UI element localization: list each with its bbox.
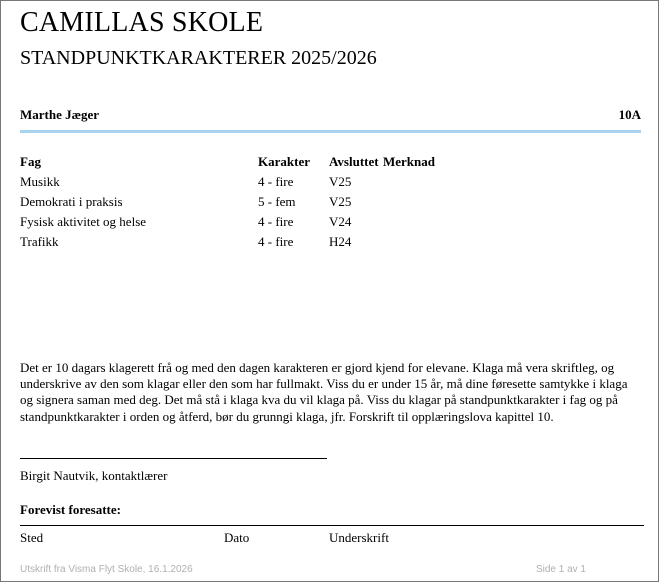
print-source-footer: Utskrift fra Visma Flyt Skole, 16.1.2026 (20, 564, 193, 575)
complaint-info-text: Det er 10 dagars klagerett frå og med den dagen karakteren er gjord kjend for elevane. Klaga må vera skriftleg, og underskrive av den som klagar eller den som har fullmakt. Viss du er under 15 år, må dine føresette samtykke i klaga og signera saman med deg. Det må stå i klaga kva du vil klaga på. Viss du klagar på standpunktkarakter i fag og på standpunktkarakter i orden og åtferd, bør du grunngi klaga, jfr. Forskrift til opplæringslova kapittel 10. (20, 360, 628, 424)
completed-cell: V24 (329, 214, 352, 229)
header-divider (20, 130, 641, 133)
student-class: 10A (618, 107, 641, 122)
column-header-grade: Karakter (258, 154, 310, 169)
guardian-signature-line (20, 525, 644, 526)
subject-cell: Fysisk aktivitet og helse (20, 214, 147, 229)
grade-cell: 4 - fire (258, 174, 294, 189)
grade-cell: 5 - fem (258, 194, 296, 209)
grade-cell: 4 - fire (258, 234, 294, 249)
document-title: STANDPUNKTKARAKTERER 2025/2026 (20, 47, 377, 69)
place-label: Sted (20, 530, 44, 545)
subject-cell: Musikk (20, 174, 60, 189)
column-header-subject: Fag (20, 154, 41, 169)
grade-cell: 4 - fire (258, 214, 294, 229)
subject-cell: Demokrati i praksis (20, 194, 123, 209)
completed-cell: V25 (329, 174, 352, 189)
guardian-section-title: Forevist foresatte: (20, 502, 121, 517)
date-label: Dato (224, 530, 250, 545)
column-header-remark: Merknad (383, 154, 435, 169)
signature-line (20, 458, 327, 459)
subject-cell: Trafikk (20, 234, 59, 249)
completed-cell: H24 (329, 234, 352, 249)
signature-label: Underskrift (329, 530, 389, 545)
column-header-completed: Avsluttet (329, 154, 379, 169)
page-number-footer: Side 1 av 1 (535, 564, 586, 575)
completed-cell: V25 (329, 194, 352, 209)
teacher-signature-name: Birgit Nautvik, kontaktlærer (20, 468, 168, 483)
school-name: CAMILLAS SKOLE (20, 7, 264, 38)
student-name: Marthe Jæger (20, 107, 100, 122)
